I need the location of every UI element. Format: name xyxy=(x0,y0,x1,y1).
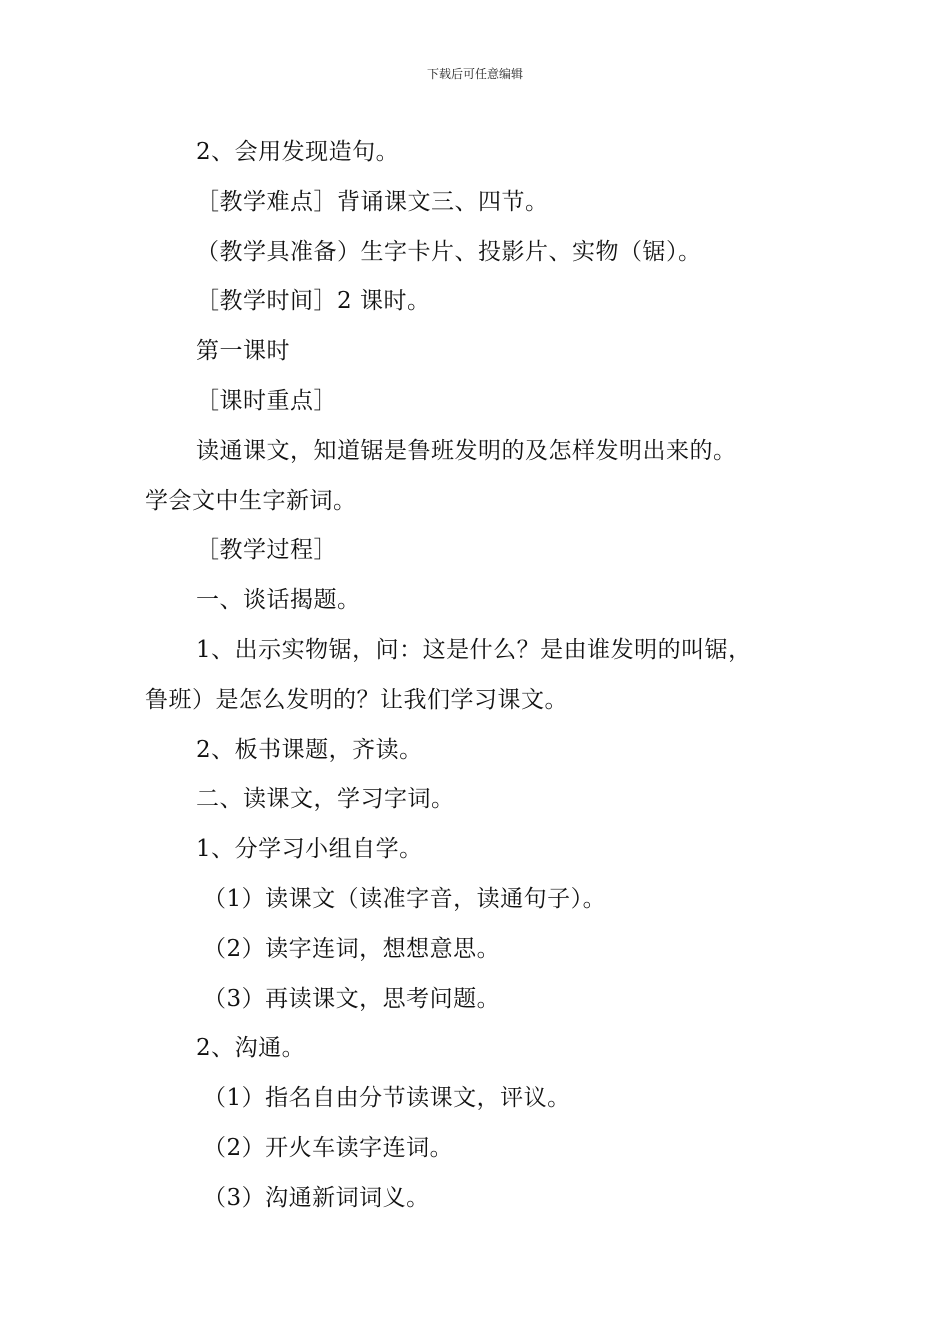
text-line: 2、板书课题，齐读。 xyxy=(196,736,423,763)
text-line: 二、读课文，学习字词。 xyxy=(196,786,455,813)
text-line: （教学具准备）生字卡片、投影片、实物（锯）。 xyxy=(196,238,702,265)
text-line: （2）开火车读字连词。 xyxy=(203,1134,454,1161)
text-line: 2、沟通。 xyxy=(196,1035,306,1062)
text-line: ［教学时间］2 课时。 xyxy=(196,288,431,315)
page-header: 下载后可任意编辑 xyxy=(426,67,523,81)
text-line: 一、谈话揭题。 xyxy=(196,587,361,614)
text-line: 学会文中生字新词。 xyxy=(145,487,357,514)
text-line: 2、会用发现造句。 xyxy=(196,139,400,165)
text-line: ［教学难点］背诵课文三、四节。 xyxy=(196,188,549,215)
text-line: （2）读字连词，想想意思。 xyxy=(203,935,501,962)
text-line: （3）再读课文，思考问题。 xyxy=(203,985,501,1012)
text-line: 1、分学习小组自学。 xyxy=(196,836,423,863)
document-body xyxy=(145,128,825,1224)
text-line: 读通课文，知道锯是鲁班发明的及怎样发明出来的。 xyxy=(196,437,737,464)
text-line: （1）指名自由分节读课文，评议。 xyxy=(203,1085,571,1112)
text-line: ［教学过程］ xyxy=(196,537,337,564)
text-line: ［课时重点］ xyxy=(196,387,337,414)
section-title: 第一课时 xyxy=(196,338,290,365)
text-line: 1、出示实物锯，问：这是什么？是由谁发明的叫锯， xyxy=(196,636,752,663)
text-line: （1）读课文（读准字音，读通句子）。 xyxy=(203,885,607,912)
text-line: 鲁班）是怎么发明的？让我们学习课文。 xyxy=(145,686,568,713)
text-line: （3）沟通新词词义。 xyxy=(203,1184,430,1211)
